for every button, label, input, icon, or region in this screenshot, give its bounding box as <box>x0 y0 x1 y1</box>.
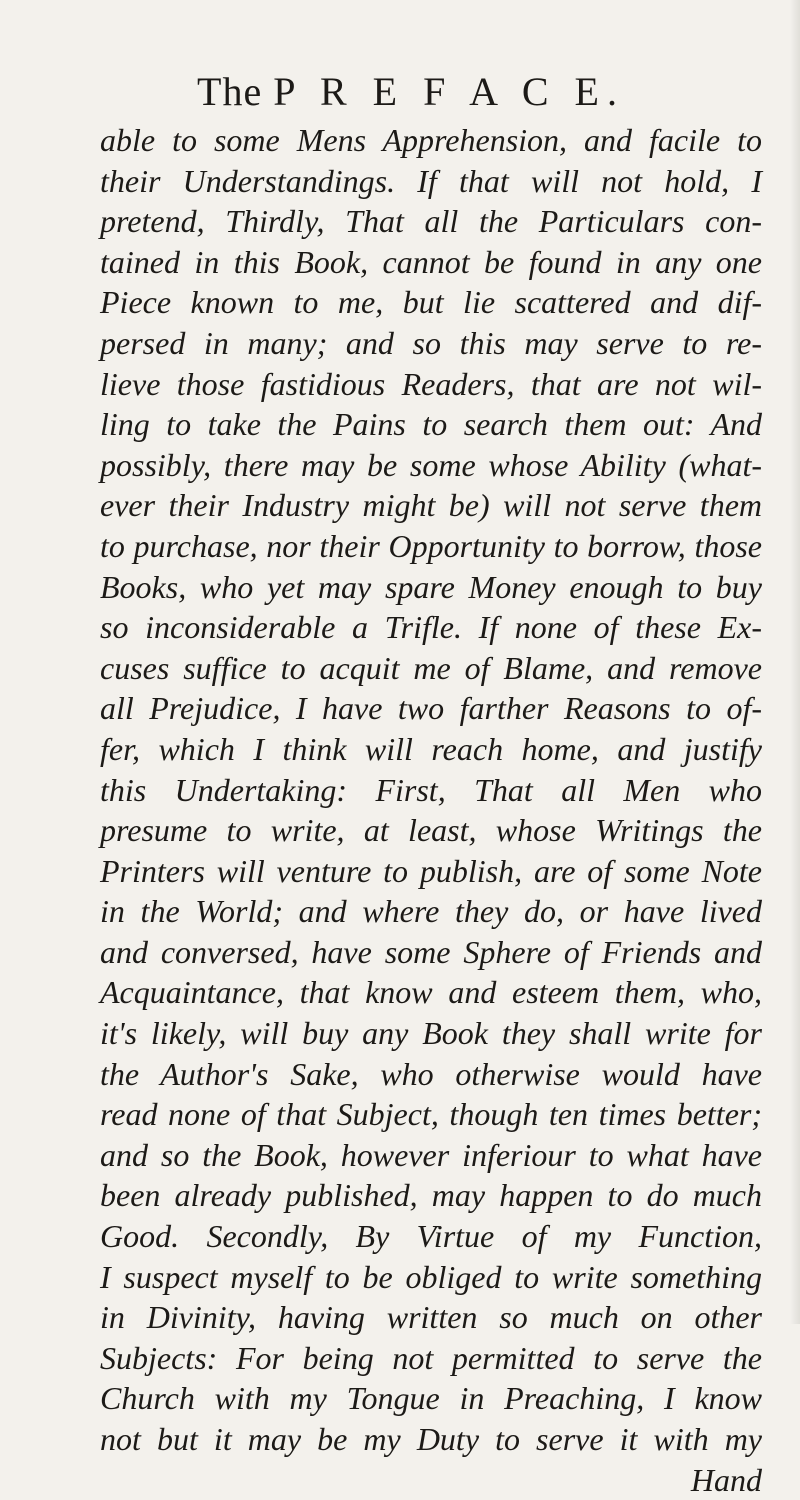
running-head-preface: P R E F A C E. <box>273 69 625 114</box>
text-line: the Author's Sake, who otherwise would have <box>100 1055 762 1092</box>
text-line: I suspect myself to be obliged to write something <box>100 1258 762 1295</box>
text-line: presume to write, at least, whose Writings the <box>100 812 762 849</box>
text-line: to purchase, nor their Opportunity to borrow, those <box>100 527 762 564</box>
text-line: this Undertaking: First, That all Men who <box>100 771 762 808</box>
running-head-the: The <box>197 69 263 114</box>
text-line: Piece known to me, but lie scattered and dif- <box>100 284 762 321</box>
text-line: been already published, may happen to do much <box>100 1177 762 1214</box>
text-line: in the World; and where they do, or have lived <box>100 893 762 930</box>
page-fold-shadow <box>790 0 800 1324</box>
text-line: persed in many; and so this may serve to re- <box>100 324 762 361</box>
text-line: and so the Book, however inferiour to what have <box>100 1136 762 1173</box>
text-line: in Divinity, having written so much on other <box>100 1299 762 1336</box>
text-line: Acquaintance, that know and esteem them, who, <box>100 974 762 1011</box>
text-line: lieve those fastidious Readers, that are not wil- <box>100 365 762 402</box>
text-line: their Understandings. If that will not hold, I <box>100 162 762 199</box>
text-line: so inconsiderable a Trifle. If none of these Ex- <box>100 609 762 646</box>
text-line: Printers will venture to publish, are of some Note <box>100 852 762 889</box>
running-head <box>60 70 762 114</box>
text-line: read none of that Subject, though ten times better; <box>100 1096 762 1133</box>
text-line: able to some Mens Apprehension, and facile to <box>100 122 762 158</box>
text-line: Books, who yet may spare Money enough to buy <box>100 568 762 605</box>
text-line: fer, which I think will reach home, and justify <box>100 730 762 767</box>
text-line: cuses suffice to acquit me of Blame, and remove <box>100 649 762 686</box>
text-line: Good. Secondly, By Virtue of my Function, <box>100 1218 762 1255</box>
text-line: ling to take the Pains to search them out: And <box>100 406 762 443</box>
catchword: Hand <box>690 1461 762 1498</box>
text-line: not but it may be my Duty to serve it with my <box>100 1421 762 1457</box>
text-line: possibly, there may be some whose Ability (what- <box>100 446 762 483</box>
text-line: all Prejudice, I have two farther Reasons to of- <box>100 690 762 727</box>
text-line: tained in this Book, cannot be found in any one <box>100 243 762 280</box>
text-line: pretend, Thirdly, That all the Particulars con- <box>100 203 762 240</box>
text-line: Church with my Tongue in Preaching, I know <box>100 1380 762 1417</box>
text-line: Subjects: For being not permitted to serve the <box>100 1339 762 1376</box>
text-line: ever their Industry might be) will not serve them <box>100 487 762 524</box>
text-line: and conversed, have some Sphere of Friends and <box>100 933 762 970</box>
body-text <box>100 120 762 1500</box>
text-line: it's likely, will buy any Book they shall write for <box>100 1015 762 1052</box>
